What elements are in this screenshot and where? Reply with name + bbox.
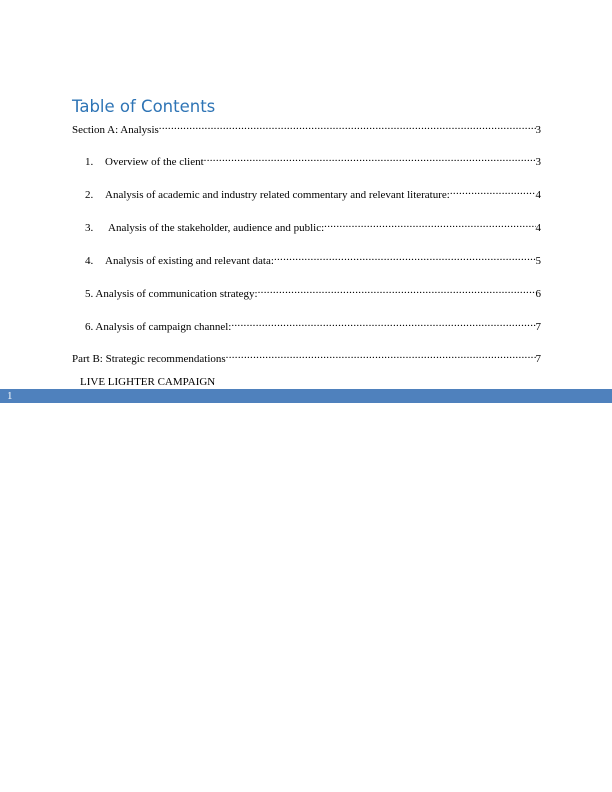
toc-entry-text: Analysis of the stakeholder, audience and public: (108, 222, 325, 234)
toc-dot-leader (204, 151, 536, 165)
page-number-bar (0, 389, 612, 403)
toc-entry-text: 5. Analysis of communication strategy: (85, 288, 258, 300)
toc-entry-text: Overview of the client (105, 156, 204, 168)
toc-entry-campaign-channel[interactable] (85, 316, 541, 334)
toc-entry-data[interactable] (85, 250, 541, 268)
toc-dot-leader (258, 283, 536, 297)
toc-entry-text: Analysis of existing and relevant data: (105, 255, 274, 267)
running-header: LIVE LIGHTER CAMPAIGN (80, 376, 216, 388)
toc-dot-leader (159, 119, 536, 133)
toc-entry-part-b[interactable] (72, 348, 541, 366)
toc-entry-number: 2. (85, 189, 94, 201)
toc-entry-number: 1. (85, 156, 94, 168)
toc-entry-literature[interactable] (85, 184, 541, 202)
toc-entry-section-a[interactable] (72, 119, 541, 137)
toc-entry-text: Section A: Analysis (72, 124, 159, 136)
toc-entry-page: 5 (535, 255, 541, 267)
toc-dot-leader (324, 217, 535, 231)
toc-entry-page: 7 (535, 353, 541, 365)
toc-entry-text: Part B: Strategic recommendations (72, 353, 226, 365)
toc-entry-page: 7 (535, 321, 541, 333)
toc-entry-page: 6 (535, 288, 541, 300)
toc-entry-page: 4 (535, 222, 541, 234)
toc-entry-page: 4 (535, 189, 541, 201)
toc-dot-leader (450, 184, 536, 198)
toc-dot-leader (274, 250, 536, 264)
toc-entry-text: Analysis of academic and industry related commentary and relevant literature: (105, 189, 450, 201)
toc-dot-leader (226, 348, 536, 362)
toc-title: Table of Contents (72, 97, 216, 116)
toc-entry-overview[interactable] (85, 151, 541, 169)
toc-entry-page: 3 (535, 156, 541, 168)
toc-entry-number: 3. (85, 222, 94, 234)
page-number: 1 (7, 390, 13, 402)
toc-entry-page: 3 (535, 124, 541, 136)
toc-entry-text: 6. Analysis of campaign channel: (85, 321, 232, 333)
toc-entry-stakeholder[interactable] (85, 217, 541, 235)
toc-entry-number: 4. (85, 255, 94, 267)
toc-entry-communication[interactable] (85, 283, 541, 301)
toc-dot-leader (231, 316, 535, 330)
